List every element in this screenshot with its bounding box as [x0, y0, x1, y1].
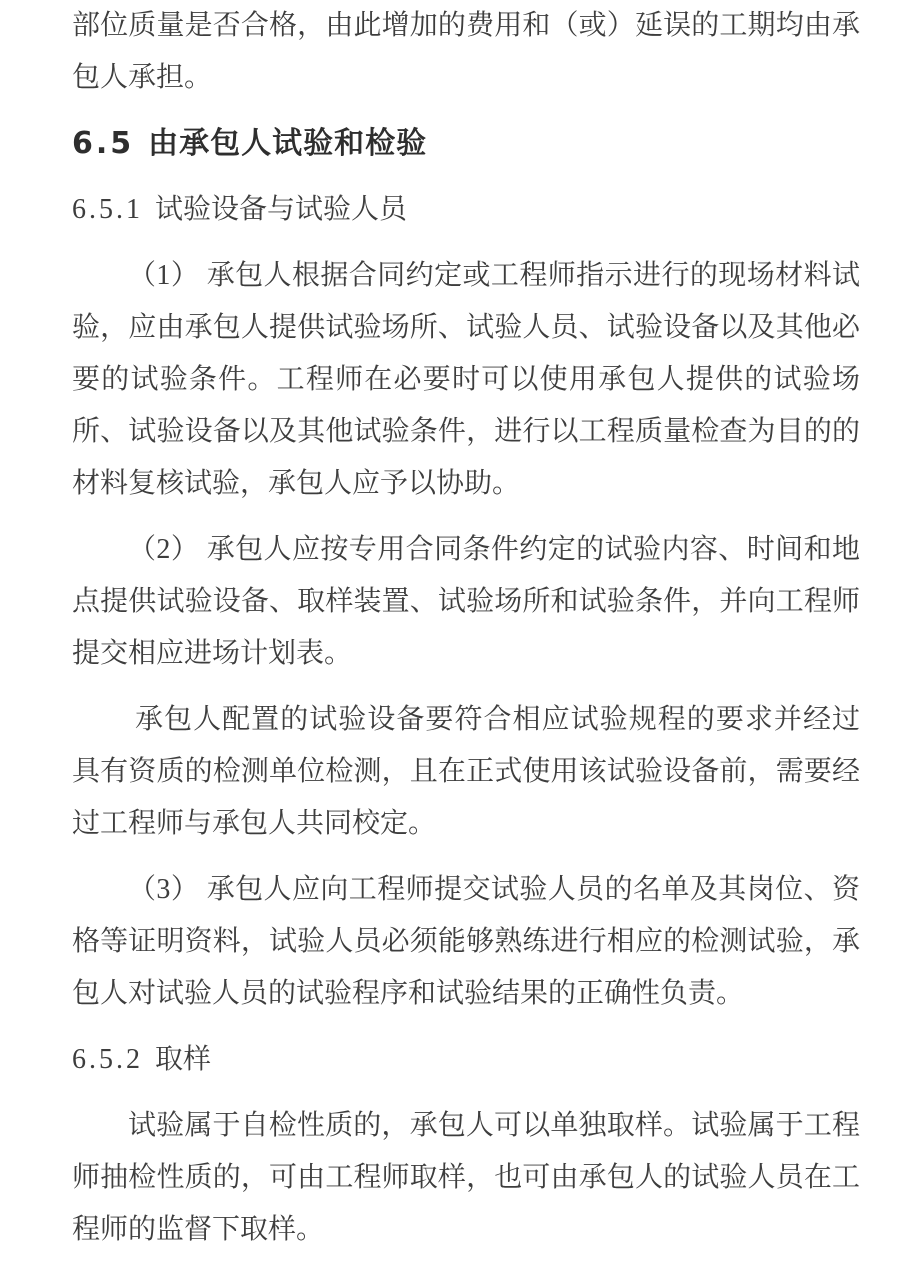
subsection-number: 6.5.1	[72, 194, 143, 225]
paragraph-equipment-requirements: 承包人配置的试验设备要符合相应试验规程的要求并经过具有资质的检测单位检测，且在正式使用该试验设备前，需要经过工程师与承包人共同校定。	[72, 704, 860, 839]
section-title: 由承包人试验和检验	[148, 126, 428, 161]
paragraph-item-2: （2） 承包人应按专用合同条件约定的试验内容、时间和地点提供试验设备、取样装置、试验场所和试验条件，并向工程师提交相应进场计划表。	[72, 534, 860, 669]
paragraph-sampling: 试验属于自检性质的，承包人可以单独取样。试验属于工程师抽检性质的，可由工程师取样，也可由承包人的试验人员在工程师的监督下取样。	[72, 1110, 860, 1245]
subsection-heading-6-5-1	[72, 184, 860, 236]
paragraph-item-1: （1） 承包人根据合同约定或工程师指示进行的现场材料试验，应由承包人提供试验场所、试验人员、试验设备以及其他必要的试验条件。工程师在必要时可以使用承包人提供的试验场所、试验设备以及其他试验条件，进行以工程质量检查为目的的材料复核试验，承包人应予以协助。	[72, 260, 860, 499]
subsection-number: 6.5.2	[72, 1044, 143, 1075]
section-number: 6.5	[72, 126, 135, 161]
section-heading-6-5	[72, 118, 860, 170]
intro-continuation-paragraph: 部位质量是否合格，由此增加的费用和（或）延误的工期均由承包人承担。	[72, 10, 860, 93]
subsection-title: 试验设备与试验人员	[155, 194, 408, 225]
paragraph-item-3: （3） 承包人应向工程师提交试验人员的名单及其岗位、资格等证明资料，试验人员必须能够熟练进行相应的检测试验，承包人对试验人员的试验程序和试验结果的正确性负责。	[72, 874, 860, 1009]
subsection-heading-6-5-2	[72, 1034, 860, 1086]
subsection-title: 取样	[155, 1044, 212, 1075]
